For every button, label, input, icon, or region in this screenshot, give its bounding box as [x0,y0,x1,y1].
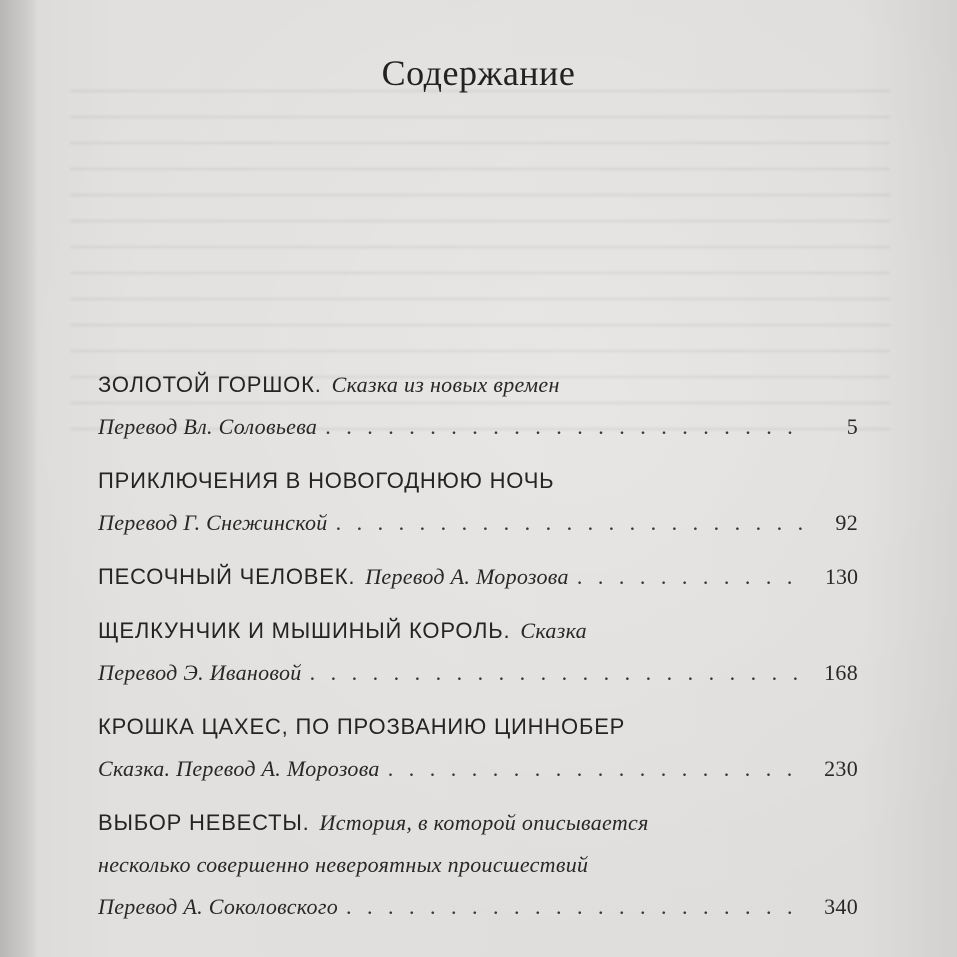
dot-leader [336,510,808,536]
toc-entry-subtitle: Сказка из новых времен [331,372,560,397]
toc-entry-subtitle: История, в которой описывается [319,810,649,835]
toc-entry-title-line [98,372,858,414]
toc-entry-translator: Перевод Г. Снежинской [98,510,328,535]
toc-entry-page-number: 130 [825,564,858,589]
toc-entry-translator: Перевод А. Соколовского [98,894,339,919]
toc-entry-shchelkunchik[interactable] [98,618,858,702]
dot-leader [346,894,808,920]
toc-entry-translator-line [98,756,858,798]
dot-leader [310,660,808,686]
dot-leader [577,564,808,590]
toc-entry-translator-line [98,510,858,552]
toc-entry-page-number: 230 [824,756,858,781]
toc-entry-title: ЗОЛОТОЙ ГОРШОК. [98,372,322,397]
toc-entry-priklyucheniya[interactable] [98,468,858,552]
toc-entry-title: ВЫБОР НЕВЕСТЫ. [98,810,310,835]
toc-entry-title-line [98,468,858,510]
toc-entry-title-line [98,618,858,660]
toc-entry-subtitle: Сказка [520,618,587,643]
toc-entry-zolotoy-gorshok[interactable] [98,372,858,456]
toc-entry-kroshka-tsakhes[interactable] [98,714,858,798]
toc-entry-title-line [98,564,858,606]
toc-entry-page-number: 340 [824,894,858,919]
toc-entry-subtitle-continued: несколько совершенно невероятных происшествий [98,852,589,877]
page-title: Содержание [381,53,576,93]
table-of-contents [98,372,858,936]
toc-entry-translator: Перевод А. Морозова [365,564,569,589]
toc-entry-page-number: 92 [835,510,858,535]
toc-entry-translator-line [98,414,858,456]
dot-leader [388,756,808,782]
toc-entry-page-number: 5 [846,414,858,439]
toc-entry-title: ЩЕЛКУНЧИК И МЫШИНЫЙ КОРОЛЬ. [98,618,511,643]
toc-entry-translator: Сказка. Перевод А. Морозова [98,756,380,781]
toc-entry-translator-line [98,660,858,702]
toc-entry-title: КРОШКА ЦАХЕС, ПО ПРОЗВАНИЮ ЦИННОБЕР [98,714,626,739]
toc-entry-translator-line [98,894,858,936]
toc-entry-translator: Перевод Вл. Соловьева [98,414,318,439]
toc-entry-page-number: 168 [824,660,858,685]
toc-entry-title: ПРИКЛЮЧЕНИЯ В НОВОГОДНЮЮ НОЧЬ [98,468,555,493]
toc-entry-pesochny-chelovek[interactable] [98,564,858,606]
toc-entry-subtitle-line-2 [98,852,858,894]
page-gutter [0,0,38,957]
toc-entry-translator: Перевод Э. Ивановой [98,660,302,685]
toc-entry-title-line [98,810,858,852]
dot-leader [325,414,808,440]
toc-entry-vybor-nevesty[interactable] [98,810,858,936]
toc-entry-title: ПЕСОЧНЫЙ ЧЕЛОВЕК. [98,564,356,589]
toc-entry-title-line [98,714,858,756]
